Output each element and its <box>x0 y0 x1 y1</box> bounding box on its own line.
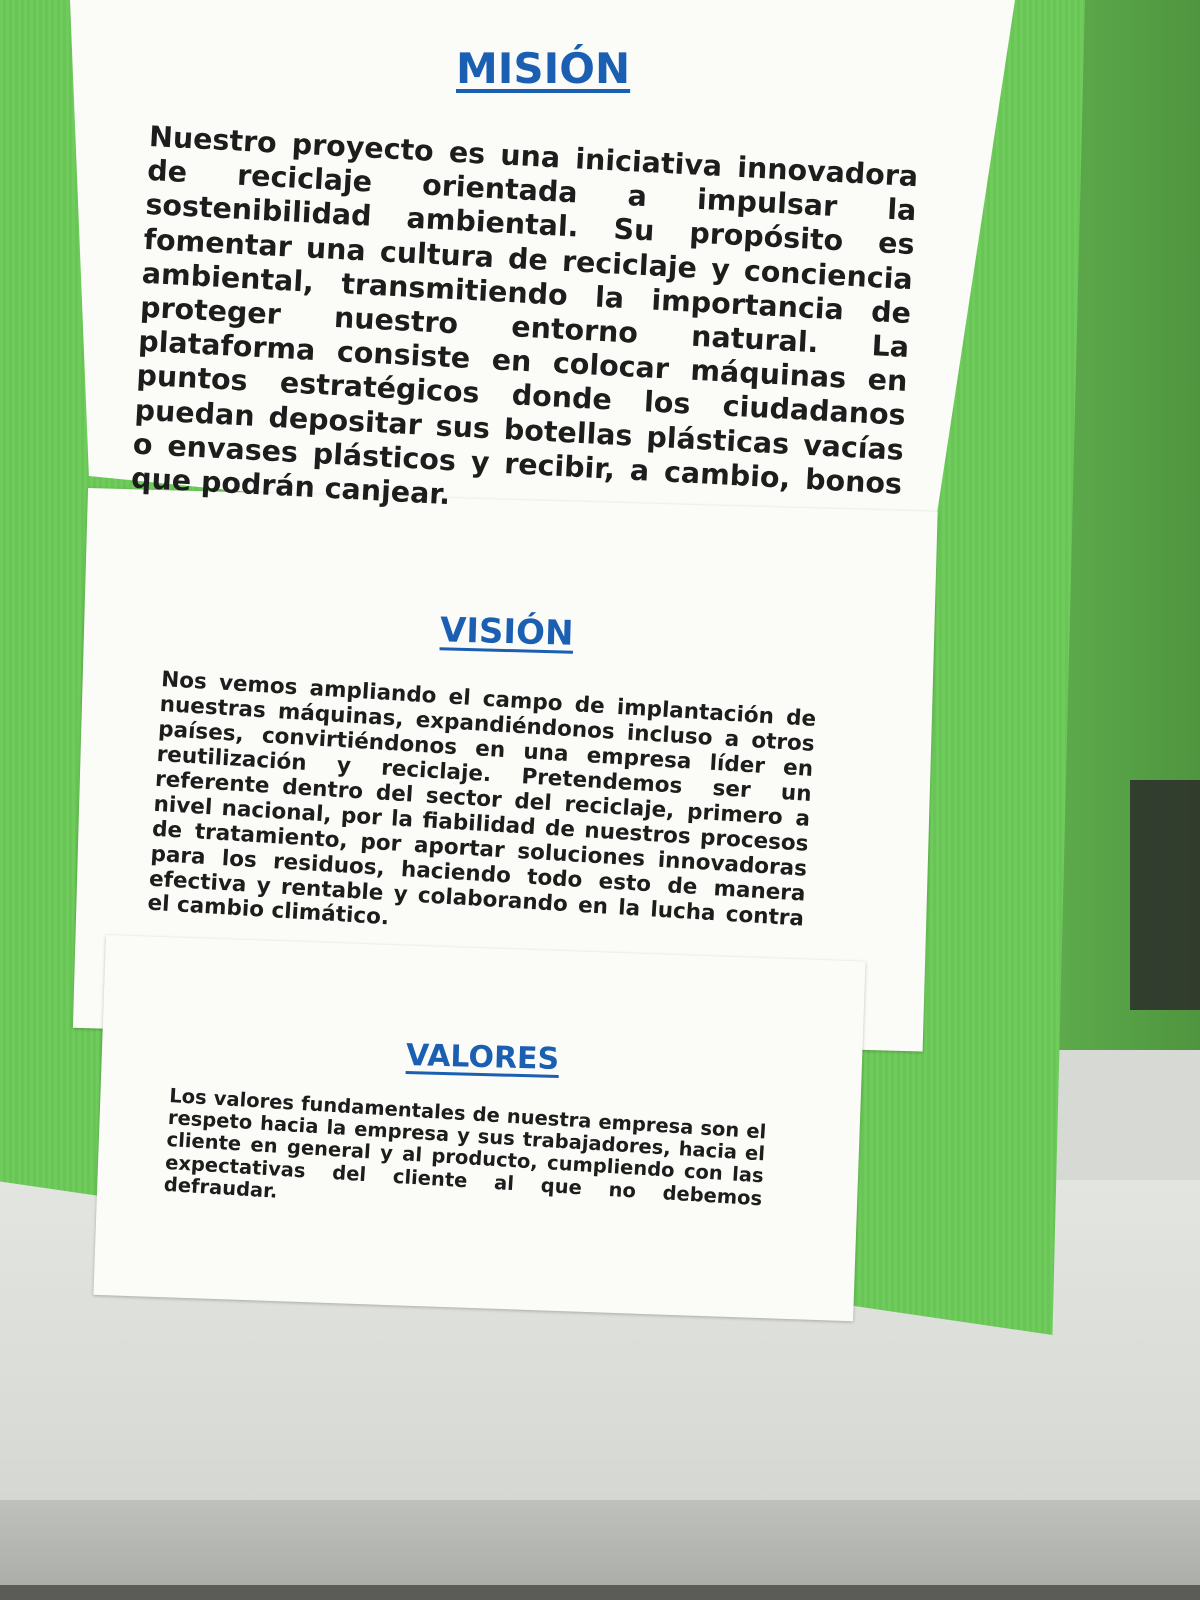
table-shadow <box>0 1585 1200 1600</box>
vision-heading: VISIÓN <box>439 610 574 654</box>
valores-heading: VALORES <box>405 1038 560 1077</box>
mision-text: Nuestro proyecto es una iniciativa innovadora de reciclaje orientada a impulsar la sostenibilidad ambiental. Su propósito es fomentar una cultura de reciclaje y conciencia ambiental, transmitiendo la importancia de proteger nuestro entorno natural. La plataforma consiste en colocar máquinas en puntos estratégicos donde los ciudadanos puedan depositar sus botellas plásticas vacías o envases plásticos y recibir, a cambio, bonos que podrán canjear. <box>130 120 919 512</box>
vision-text: Nos vemos ampliando el campo de implantación de nuestras máquinas, expandiéndonos incluso a otros países, convirtiéndonos en una empresa líder en reutilización y reciclaje. Pretendemos ser un referente dentro del sector del reciclaje, primero a nivel nacional, por la fiabilidad de nuestros procesos de tratamiento, por aportar soluciones innovadoras para los residuos, haciendo todo esto de manera efectiva y rentable y colaborando en la lucha contra el cambio climático. <box>146 667 817 932</box>
valores-text: Los valores fundamentales de nuestra empresa son el respeto hacia la empresa y sus trabajadores, hacia el cliente en general y al producto, cumpliendo con las expectativas del cliente al que no debemos defraudar. <box>163 1084 767 1210</box>
background-object <box>1130 780 1200 1010</box>
mision-heading: MISIÓN <box>456 44 631 93</box>
